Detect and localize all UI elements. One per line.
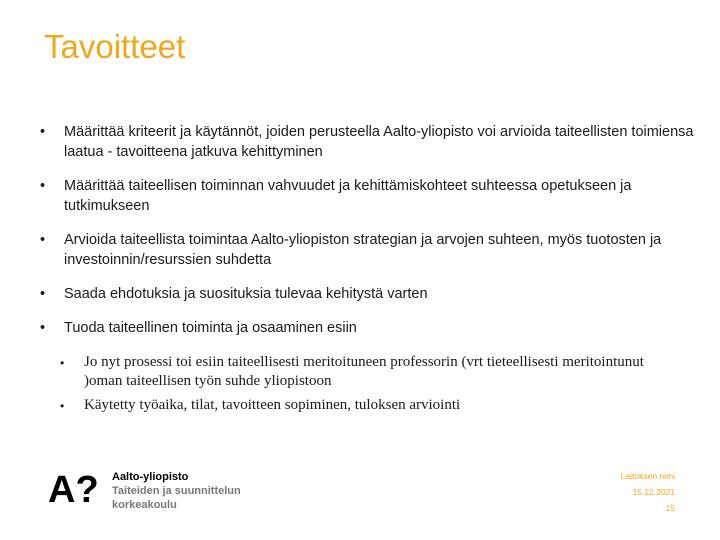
bullet-item [40,122,694,162]
footer-page-number: 15 [665,503,675,513]
bullet-dot: • [40,124,46,140]
bullet-dot: • [40,178,46,194]
bullet-text: Saada ehdotuksia ja suosituksia tulevaa kehitystä varten [64,286,428,302]
aalto-logo-icon [48,470,106,506]
logo-text [112,470,241,512]
bullet-item [40,318,694,338]
bullet-text: Määrittää kriteerit ja käytännöt, joiden perusteella Aalto-yliopisto voi arvioida taiteellisten toimiensa laatua - tavoitteena jatkuva kehittyminen [64,124,694,160]
logo-line-2: Taiteiden ja suunnittelun [112,485,241,497]
aalto-logo [48,470,106,511]
bullet-dot: • [40,232,46,248]
sub-bullet-text: Jo nyt prosessi toi esiin taiteellisesti meritoituneen professorin (vrt tieteellisesti meritointunut )oman taiteellisen työn suhde yliopistoon [84,354,644,389]
footer-date: 15.12.2021 [632,487,675,497]
bullet-dot: • [40,320,46,336]
sub-bullet-dot: • [60,399,65,413]
footer-presenter: Laitoksen nimi [620,471,675,481]
sub-bullet-text: Käytetty työaika, tilat, tavoitteen sopiminen, tuloksen arviointi [84,397,461,413]
slide-title: Tavoitteet [44,28,186,65]
bullet-text: Tuoda taiteellinen toiminta ja osaaminen esiin [64,320,357,336]
sub-bullet-dot: • [60,356,65,370]
footer-info [621,468,675,516]
logo-line-1: Aalto-yliopisto [112,471,189,483]
bullet-text: Määrittää taiteellisen toiminnan vahvuudet ja kehittämiskohteet suhteessa opetukseen ja tutkimukseen [64,178,632,214]
sub-bullet-item [60,353,680,391]
bullet-item [40,284,694,304]
logo-line-3: korkeakoulu [112,499,177,511]
bullet-item [40,230,694,270]
bullet-dot: • [40,286,46,302]
sub-bullet-item [60,396,680,415]
logo-mark: A? [48,470,99,506]
bullet-text: Arvioida taiteellista toimintaa Aalto-yliopiston strategian ja arvojen suhteen, myös tuotosten ja investoinnin/resurssien suhdetta [64,232,662,268]
bullet-item [40,176,714,216]
